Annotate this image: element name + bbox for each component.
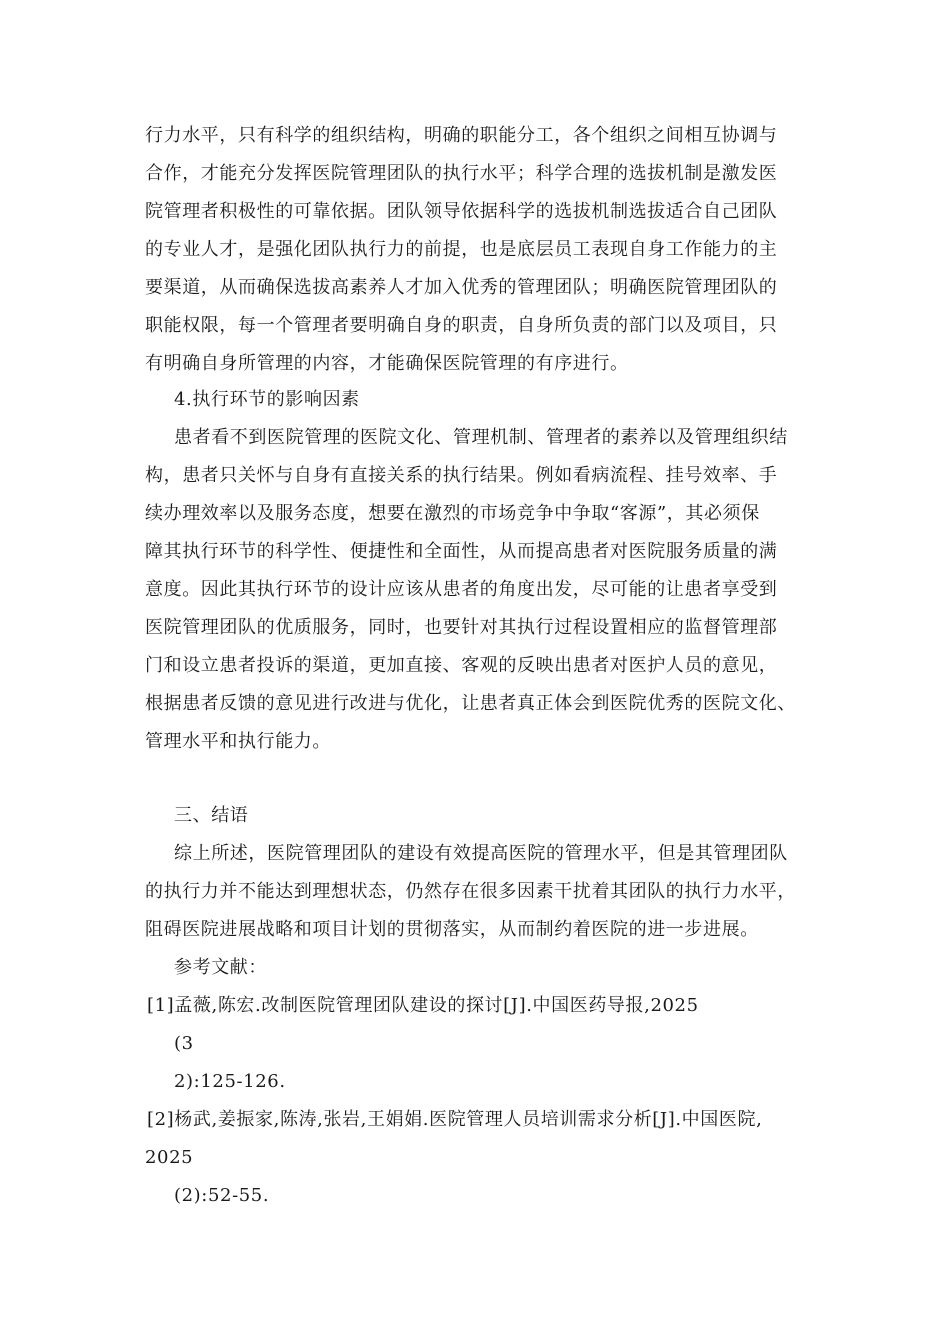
reference-1-line-1: [1]孟薇,陈宏.改制医院管理团队建设的探讨[J].中国医药导报,2025 [147, 995, 699, 1016]
paragraph-2-line-4: 障其执行环节的科学性、便捷性和全面性，从而提高患者对医院服务质量的满 [145, 541, 778, 562]
paragraph-2-line-2: 构，患者只关怀与自身有直接关系的执行结果。例如看病流程、挂号效率、手 [145, 465, 778, 486]
paragraph-2-line-7: 门和设立患者投诉的渠道，更加直接、客观的反映出患者对医护人员的意见， [145, 655, 778, 676]
paragraph-1-line-6: 职能权限，每一个管理者要明确自身的职责，自身所负责的部门以及项目，只 [145, 315, 778, 336]
paragraph-2-line-3: 续办理效率以及服务态度，想要在激烈的市场竞争中争取“客源”，其必须保 [145, 503, 760, 524]
paragraph-3-line-2: 的执行力并不能达到理想状态，仍然存在很多因素干扰着其团队的执行力水平， [145, 881, 796, 902]
paragraph-1-line-4: 的专业人才，是强化团队执行力的前提，也是底层员工表现自身工作能力的主 [145, 239, 778, 260]
paragraph-1-line-7: 有明确自身所管理的内容，才能确保医院管理的有序进行。 [145, 353, 629, 374]
reference-2-line-2: 2025 [145, 1147, 194, 1168]
paragraph-1-line-5: 要渠道，从而确保选拔高素养人才加入优秀的管理团队；明确医院管理团队的 [145, 277, 778, 298]
paragraph-2-line-6: 医院管理团队的优质服务，同时，也要针对其执行过程设置相应的监督管理部 [145, 617, 778, 638]
reference-2-line-1: [2]杨武,姜振家,陈涛,张岩,王娟娟.医院管理人员培训需求分析[J].中国医院, [147, 1109, 763, 1130]
paragraph-1-line-1: 行力水平，只有科学的组织结构，明确的职能分工，各个组织之间相互协调与 [145, 125, 778, 146]
reference-1-line-2: (3 [174, 1033, 194, 1054]
paragraph-1-line-3: 院管理者积极性的可靠依据。团队领导依据科学的选拔机制选拔适合自己团队 [145, 201, 778, 222]
paragraph-2-line-1: 患者看不到医院管理的医院文化、管理机制、管理者的素养以及管理组织结 [174, 427, 788, 448]
reference-1-line-3: 2):125-126. [174, 1071, 286, 1092]
paragraph-2-line-8: 根据患者反馈的意见进行改进与优化，让患者真正体会到医院优秀的医院文化、 [145, 693, 796, 714]
paragraph-3-line-1: 综上所述，医院管理团队的建设有效提高医院的管理水平，但是其管理团队 [174, 843, 788, 864]
paragraph-1-line-2: 合作，才能充分发挥医院管理团队的执行水平；科学合理的选拔机制是激发医 [145, 163, 778, 184]
conclusion-heading: 三、结语 [174, 805, 249, 826]
paragraph-2-line-9: 管理水平和执行能力。 [145, 731, 331, 752]
references-heading: 参考文献： [174, 957, 267, 978]
paragraph-2-line-5: 意度。因此其执行环节的设计应该从患者的角度出发，尽可能的让患者享受到 [145, 579, 778, 600]
paragraph-3-line-3: 阻碍医院进展战略和项目计划的贯彻落实，从而制约着医院的进一步进展。 [145, 919, 759, 940]
section-4-heading: 4.执行环节的影响因素 [174, 389, 360, 410]
reference-2-line-3: (2):52-55. [174, 1185, 270, 1206]
